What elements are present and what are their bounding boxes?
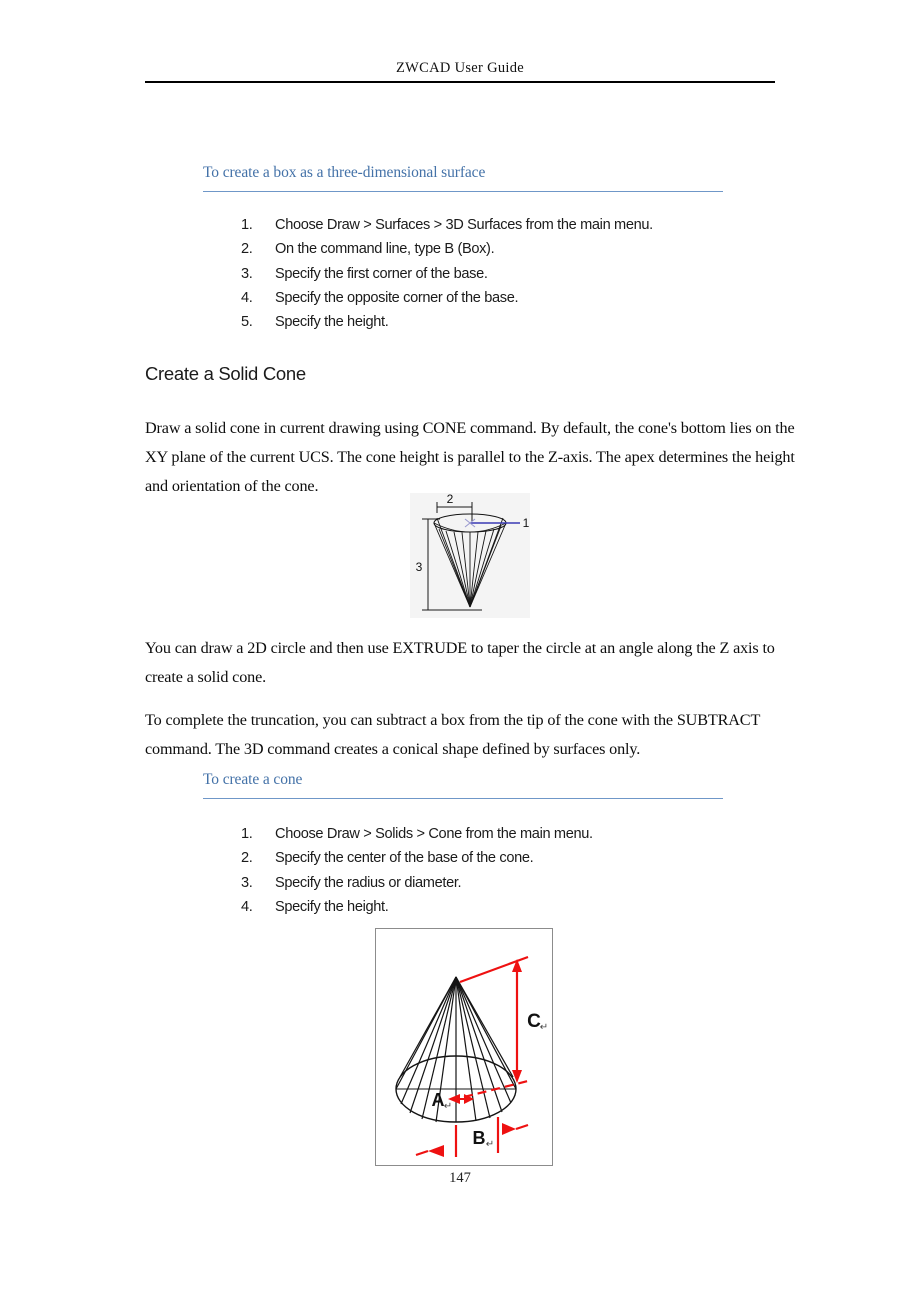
list-item	[241, 895, 801, 919]
figure-label-c: C	[527, 1011, 541, 1032]
paragraph-extrude	[145, 634, 795, 692]
header-divider	[145, 81, 775, 83]
list-item	[241, 846, 801, 870]
running-header	[145, 60, 775, 83]
list-item	[241, 237, 801, 261]
list-item-text: Specify the radius or diameter.	[275, 874, 462, 891]
paragraph-line: Draw a solid cone in current drawing using CONE command. By default, the cone's bottom lies on the	[145, 419, 795, 437]
paragraph-truncate	[145, 706, 795, 764]
list-item-text: Specify the center of the base of the cone.	[275, 850, 534, 867]
figure-label-b: B	[472, 1128, 486, 1148]
paragraph-line: To complete the truncation, you can subtract a box from the tip of the cone with the SUBTRACT	[145, 711, 761, 729]
paragraph-line: XY plane of the current UCS. The cone height is parallel to the Z-axis. The apex determines the height	[145, 448, 795, 466]
arrowhead-up	[512, 959, 522, 972]
procedure-cone-divider	[203, 798, 723, 799]
list-item-number: 1.	[241, 826, 253, 842]
figure-inverted-cone	[410, 493, 530, 618]
list-item-text: Specify the height.	[275, 898, 389, 915]
list-item-number: 3.	[241, 265, 253, 282]
arrowhead-down	[512, 1070, 522, 1083]
list-item-text: Choose Draw > Surfaces > 3D Surfaces from the main menu.	[275, 217, 653, 233]
figure-mark-a: ↵	[443, 1101, 453, 1112]
paragraph-line: create a solid cone.	[145, 668, 267, 686]
figure-mark-c: ↵	[539, 1022, 549, 1033]
apex-pointer	[465, 519, 520, 527]
inverted-cone-drawing	[410, 493, 530, 618]
list-item-number: 4.	[241, 898, 253, 915]
list-item-text: Specify the height.	[275, 314, 389, 331]
figure-mark-b: ↵	[485, 1139, 495, 1150]
paragraph-line: You can draw a 2D circle and then use EXTRUDE to taper the circle at an angle along the Z axis to	[145, 639, 775, 657]
arrowhead-inward-right	[502, 1123, 516, 1135]
procedure-cone-steps	[241, 822, 801, 919]
paragraph-line: command. The 3D command creates a conical shape defined by surfaces only.	[145, 740, 641, 758]
list-item	[241, 286, 801, 310]
list-item	[241, 871, 801, 895]
section-heading: Create a Solid Cone	[145, 363, 306, 384]
list-item-number: 3.	[241, 874, 253, 891]
procedure-box-steps	[241, 213, 801, 334]
list-item	[241, 262, 801, 286]
list-item-number: 4.	[241, 289, 253, 306]
figure-label-a: A	[431, 1090, 445, 1110]
procedure-box-title: To create a box as a three-dimensional surface	[203, 164, 486, 181]
list-item	[241, 213, 801, 237]
figure-solid-cone	[375, 928, 553, 1166]
list-item-text: Specify the opposite corner of the base.	[275, 289, 519, 306]
list-item-number: 1.	[241, 217, 253, 233]
list-item-text: On the command line, type B (Box).	[275, 241, 495, 258]
radius-dimension	[437, 502, 472, 521]
paragraph-line: and orientation of the cone.	[145, 477, 319, 495]
list-item-number: 2.	[241, 850, 253, 867]
procedure-heading-cone	[203, 770, 723, 799]
procedure-box-divider	[203, 191, 723, 192]
list-item-number: 2.	[241, 241, 253, 258]
list-item-text: Choose Draw > Solids > Cone from the main menu.	[275, 826, 593, 842]
cone-inner-arc	[434, 523, 506, 532]
list-item	[241, 310, 801, 334]
list-item	[241, 822, 801, 846]
procedure-cone-title: To create a cone	[203, 771, 303, 788]
procedure-heading-box	[203, 163, 723, 192]
arrowhead-inward-left	[428, 1145, 444, 1157]
figure-label-3: 3	[415, 560, 423, 574]
page-number: 147	[449, 1170, 471, 1186]
paragraph-intro	[145, 414, 795, 501]
header-title: ZWCAD User Guide	[395, 60, 525, 76]
list-item-text: Specify the first corner of the base.	[275, 265, 488, 282]
solid-cone-drawing	[376, 929, 552, 1165]
figure-label-2: 2	[446, 493, 454, 506]
figure-label-1: 1	[522, 516, 530, 530]
list-item-number: 5.	[241, 314, 253, 331]
cone-generators	[434, 518, 506, 607]
